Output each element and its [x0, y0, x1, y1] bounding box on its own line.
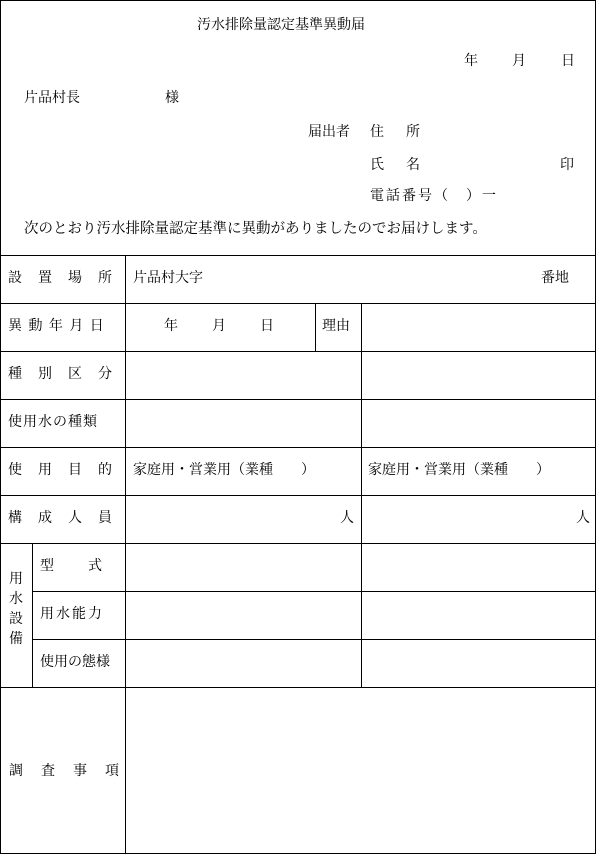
statement-text: 次のとおり汚水排除量認定基準に異動がありましたのでお届けします。: [24, 221, 487, 237]
purpose-right: 家庭用・営業用（業種 ）: [368, 462, 550, 478]
applicant-label: 届出者: [308, 124, 350, 140]
grid-line: [0, 399, 596, 400]
change-date-label: 異 動 年 月 日: [8, 318, 105, 334]
survey-label: 調 査 事 項: [9, 763, 121, 779]
grid-line: [361, 351, 362, 687]
date-year-label: 年: [464, 53, 478, 69]
purpose-left: 家庭用・営業用（業種 ）: [133, 462, 315, 478]
grid-line: [361, 303, 362, 351]
change-year: 年: [164, 318, 178, 334]
change-day: 日: [260, 318, 274, 334]
grid-line: [0, 687, 596, 688]
phone-label: 電話番号（ ）一: [370, 188, 498, 204]
addressee: 片品村長: [24, 90, 80, 106]
grid-line: [125, 255, 126, 854]
grid-line: [0, 255, 596, 256]
grid-line: [0, 543, 596, 544]
members-unit-left: 人: [340, 510, 354, 526]
grid-line: [0, 447, 596, 448]
category-label: 種 別 区 分: [8, 366, 113, 382]
grid-line: [32, 639, 596, 640]
honorific: 様: [165, 90, 179, 106]
purpose-label: 使 用 目 的: [8, 462, 113, 478]
location-label: 設 置 場 所: [8, 270, 113, 286]
usage-label: 使用の態様: [40, 654, 110, 670]
grid-line: [32, 543, 33, 687]
seal-mark: 印: [560, 157, 574, 173]
location-suffix: 番地: [541, 270, 569, 286]
form-title: 汚水排除量認定基準異動届: [197, 17, 365, 33]
members-label: 構 成 人 員: [8, 510, 113, 526]
grid-line: [32, 591, 596, 592]
reason-label: 理由: [322, 318, 350, 334]
date-month-label: 月: [512, 53, 526, 69]
capacity-label: 用水能力: [40, 606, 104, 622]
facility-group-label: 用水設備: [9, 571, 23, 647]
grid-line: [0, 495, 596, 496]
location-value: 片品村大字: [133, 270, 203, 286]
members-unit-right: 人: [576, 510, 590, 526]
water-type-label: 使用水の種類: [8, 414, 98, 430]
address-label: 住 所: [370, 124, 424, 140]
grid-line: [0, 303, 596, 304]
model-label: 型 式: [40, 558, 104, 574]
date-day-label: 日: [561, 53, 575, 69]
grid-line: [0, 351, 596, 352]
change-month: 月: [212, 318, 226, 334]
name-label: 氏 名: [370, 157, 424, 173]
grid-line: [315, 303, 316, 351]
